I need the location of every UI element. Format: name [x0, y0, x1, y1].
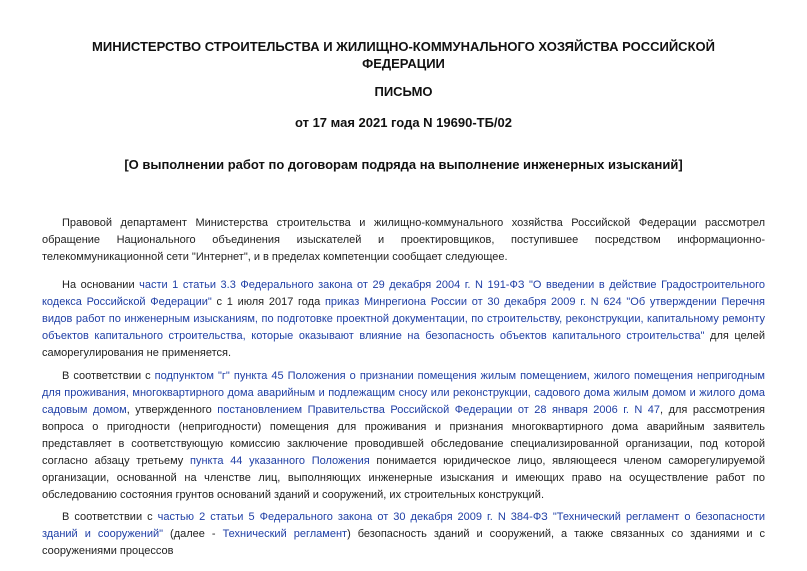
paragraph-intro — [42, 215, 765, 266]
text-fragment: ) безопасность зданий и сооружений, а также связанных со зданиями и с сооружениями процессов — [42, 528, 765, 557]
paragraph-technical-regulation — [42, 509, 765, 560]
text-fragment: На основании — [62, 279, 140, 291]
paragraph-order-624 — [42, 277, 765, 362]
text-fragment: понимается юридическое лицо, являющееся членом саморегулируемой организации, основанной на членстве лиц, выполняющих инженерные изыскания и имеющих право на осуществление работ по обследованию состояния грунтов оснований зданий и сооружений, их строительных конструкций. — [42, 455, 765, 501]
text-fragment: (далее - — [163, 528, 223, 540]
link-law-384-fz[interactable]: частью 2 статьи 5 Федерального закона от 30 декабря 2009 г. N 384-ФЗ "Технический регламент о безопасности зданий и сооружений" — [42, 511, 766, 540]
document-date-number: от 17 мая 2021 года N 19690-ТБ/02 — [294, 115, 512, 130]
paragraph-regulation-47 — [42, 368, 765, 504]
link-item-44[interactable]: пункта 44 указанного Положения — [189, 455, 370, 467]
text-fragment: с 1 июля 2017 года — [211, 296, 325, 308]
text-fragment: для целей саморегулирования не применяется. — [42, 330, 766, 359]
link-order-624[interactable]: приказ Минрегиона России от 30 декабря 2009 г. N 624 "Об утверждении Перечня видов работ по инженерным изысканиям, по подготовке проектной документации, по строительству, реконструкции, капитальному ремонту объектов капитального строительства, которые оказывают влияние на безопасность объектов капитального строительства" — [42, 296, 765, 342]
text-fragment: В соответствии с — [62, 370, 155, 382]
ministry-title: МИНИСТЕРСТВО СТРОИТЕЛЬСТВА И ЖИЛИЩНО-КОММУНАЛЬНОГО ХОЗЯЙСТВА РОССИЙСКОЙ ФЕДЕРАЦИИ — [92, 39, 715, 71]
link-government-decree-47[interactable]: постановлением Правительства Российской Федерации от 28 января 2006 г. N 47 — [217, 404, 661, 416]
link-subparagraph-g-item-45[interactable]: подпунктом "г" пункта 45 Положения о признании помещения жилым помещением, жилого помещения непригодным для проживания, многоквартирного дома аварийным и подлежащим сносу или реконструкции, садового дома жилым домом и жилого дома садовым домом — [42, 370, 765, 416]
text-fragment: , для рассмотрения вопроса о пригодности (непригодности) помещения для проживания и признания многоквартирного дома аварийным заявитель представляет в соответствующую комиссию заключение проводившей обследование специализированной организации, под которой согласно абзацу третьему — [42, 404, 765, 467]
link-law-191-fz[interactable]: части 1 статьи 3.3 Федерального закона от 29 декабря 2004 г. N 191-ФЗ "О введении в действие Градостроительного кодекса Российской Федерации" — [42, 279, 765, 308]
document-type: ПИСЬМО — [374, 84, 433, 99]
link-technical-regulation[interactable]: Технический регламент — [222, 528, 348, 540]
paragraph-text: Правовой департамент Министерства строительства и жилищно-коммунального хозяйства Российской Федерации рассмотрел обращение Национального объединения изыскателей и проектировщиков, поступившее посредством информационно-телекоммуникационной сети "Интернет", и в пределах компетенции сообщает следующее. — [42, 217, 765, 263]
text-fragment: , утвержденного — [126, 404, 218, 416]
text-fragment: В соответствии с — [62, 511, 158, 523]
document-subject: [О выполнении работ по договорам подряда на выполнение инженерных изысканий] — [124, 157, 683, 172]
